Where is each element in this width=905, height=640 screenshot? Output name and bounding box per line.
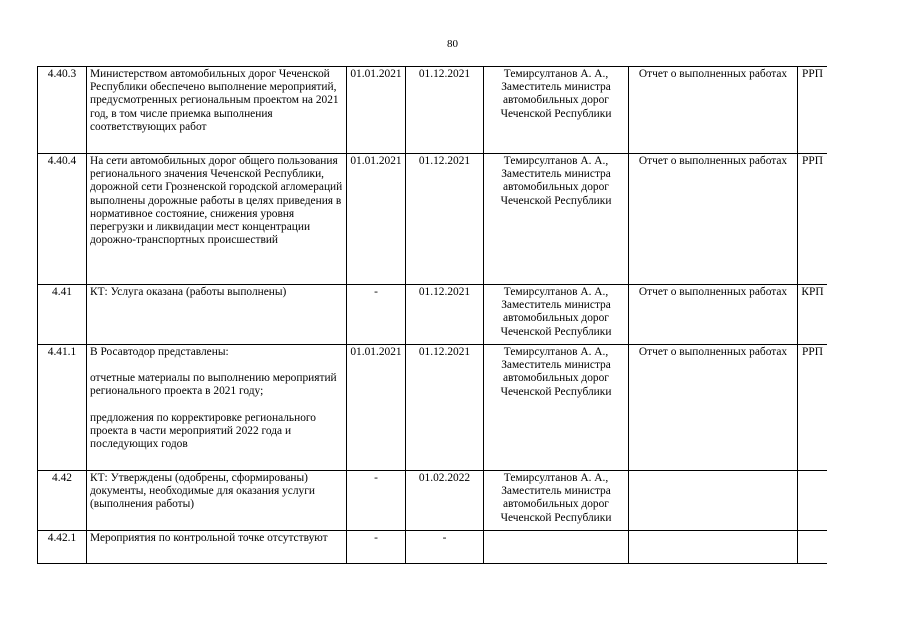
start-date-cell [347,154,406,285]
start-date-text: 01.01.2021 [350,155,402,167]
start-date-cell [347,345,406,471]
level-cell [798,471,828,531]
table-row [38,285,828,345]
responsible-cell: Темирсултанов А. А., Заместитель министра автомобильных дорог Чеченской Республики [484,471,629,531]
plan-table [37,66,827,564]
description-cell [87,154,347,285]
description-paragraph: отчетные материалы по выполнению мероприятий регионального проекта в 2021 году; [90,372,337,398]
level-cell [798,531,828,565]
level-cell: РРП [798,67,828,154]
description-paragraph: КТ: Утверждены (одобрены, сформированы) документы, необходимые для оказания услуги (выполнения работы) [90,472,315,511]
result-cell: Отчет о выполненных работах [629,154,798,285]
start-date-text: - [374,472,378,484]
start-date-text: - [374,286,378,298]
description-paragraph: На сети автомобильных дорог общего пользования регионального значения Чеченской Республики, дорожной сети Грозненской городской агломераций выполнены дорожные работы в целях приведения в нормативное состояние, снижения уровня перегрузки и ликвидации мест концентрации дорожно-транспортных происшествий [90,155,343,247]
result-cell: Отчет о выполненных работах [629,67,798,154]
responsible-cell [484,531,629,565]
description-cell [87,471,347,531]
table-row [38,531,828,565]
description-paragraph: КТ: Услуга оказана (работы выполнены) [90,286,287,298]
responsible-cell: Темирсултанов А. А., Заместитель министра автомобильных дорог Чеченской Республики [484,67,629,154]
end-date-cell: 01.12.2021 [406,345,484,471]
level-cell: РРП [798,345,828,471]
table-body [38,67,828,565]
result-cell: Отчет о выполненных работах [629,285,798,345]
paragraph-gap [90,359,343,372]
level-cell: КРП [798,285,828,345]
description-paragraph: предложения по корректировке регионального проекта в части мероприятий 2022 года и последующих годов [90,411,316,451]
responsible-cell: Темирсултанов А. А., Заместитель министра автомобильных дорог Чеченской Республики [484,285,629,345]
row-number-cell: 4.42 [38,471,87,531]
end-date-cell: 01.12.2021 [406,285,484,345]
end-date-cell: 01.12.2021 [406,154,484,285]
start-date-cell [347,531,406,565]
row-number-cell: 4.41.1 [38,345,87,471]
result-cell [629,531,798,565]
table-container [37,66,827,564]
table-row [38,67,828,154]
table-row [38,345,828,471]
description-cell [87,285,347,345]
row-number-cell: 4.41 [38,285,87,345]
row-number-cell: 4.40.3 [38,67,87,154]
result-cell: Отчет о выполненных работах [629,345,798,471]
row-number-cell: 4.40.4 [38,154,87,285]
description-paragraph: В Росавтодор представлены: [90,346,229,358]
end-date-cell: 01.12.2021 [406,67,484,154]
start-date-cell [347,67,406,154]
start-date-text: 01.01.2021 [350,346,402,358]
description-paragraph: Министерством автомобильных дорог Чеченской Республики обеспечено выполнение мероприятий, предусмотренных региональным проектом на 2021 год, в том числе приемка выполнения соответствующих работ [90,68,339,133]
result-cell [629,471,798,531]
level-cell: РРП [798,154,828,285]
table-row [38,471,828,531]
responsible-cell: Темирсултанов А. А., Заместитель министра автомобильных дорог Чеченской Республики [484,345,629,471]
description-cell [87,531,347,565]
start-date-text: - [374,532,378,544]
row-number-cell: 4.42.1 [38,531,87,565]
description-cell [87,67,347,154]
start-date-cell [347,285,406,345]
end-date-cell: 01.02.2022 [406,471,484,531]
start-date-text: 01.01.2021 [350,68,402,80]
end-date-cell: - [406,531,484,565]
responsible-cell: Темирсултанов А. А., Заместитель министра автомобильных дорог Чеченской Республики [484,154,629,285]
table-row [38,154,828,285]
description-cell [87,345,347,471]
description-paragraph: Мероприятия по контрольной точке отсутствуют [90,532,328,544]
paragraph-gap [90,399,343,412]
start-date-cell [347,471,406,531]
page-number: 80 [447,38,458,50]
